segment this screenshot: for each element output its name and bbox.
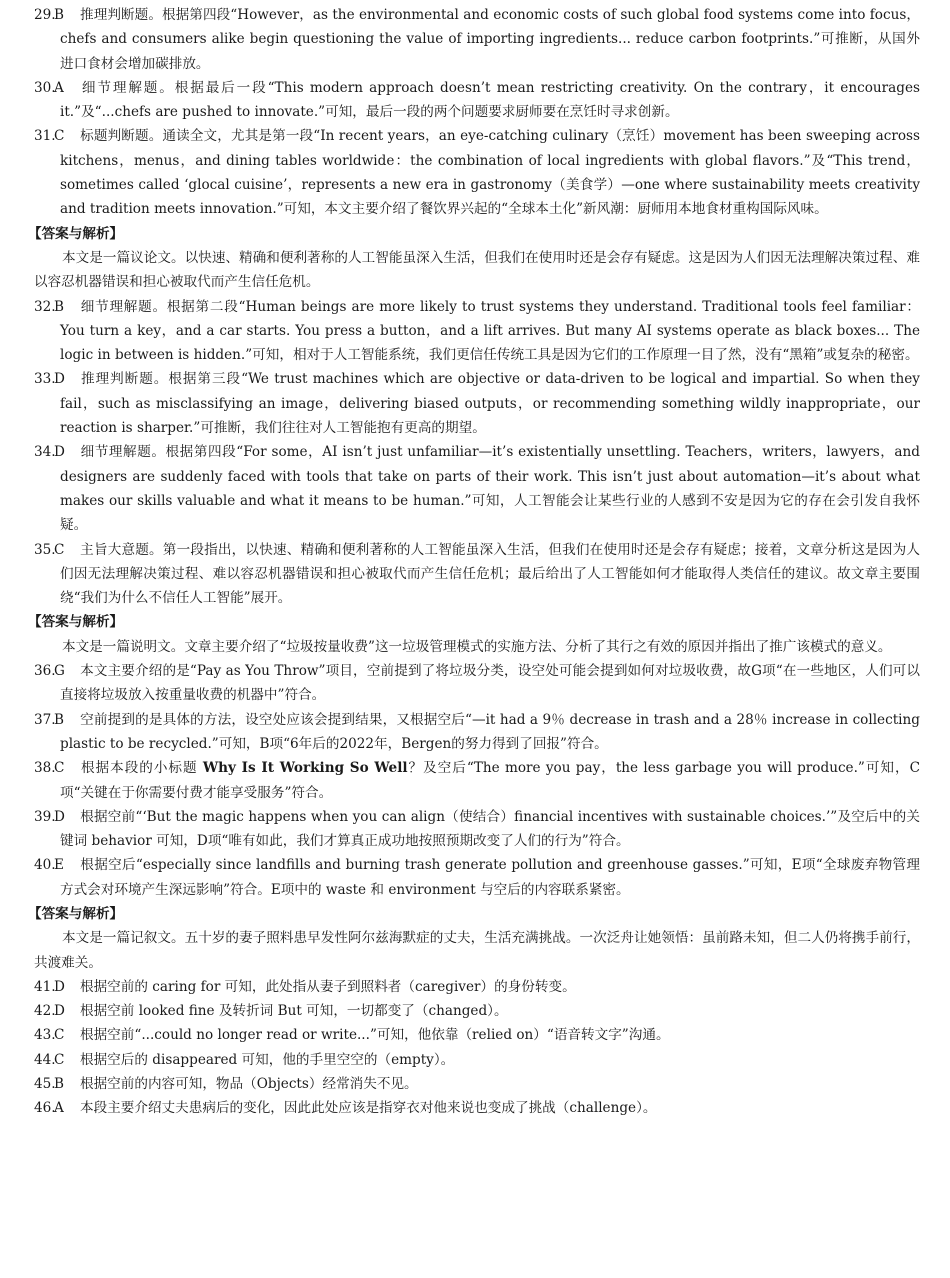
question-number: 43.: [34, 1027, 56, 1044]
answer-item-31: [34, 124, 920, 221]
explanation-text: 根据空前的 caring for 可知，此处指从妻子到照料者（caregiver）的身份转变。: [80, 978, 576, 995]
answer-item-43: [34, 1023, 920, 1047]
question-number: 37.: [34, 711, 56, 728]
answer-letter: A: [54, 79, 64, 96]
explanation-text: 细节理解题。根据第四段“For some，AI isn’t just unfamiliar—it’s existentially unsettling. Teachers，writers，lawyers，and designers are suddenly faced with tools that take on parts of their work. This isn’t just about automation—it’s about what makes our skills valuable and what it means to be human.”可知，人工智能会让某些行业的人感到不安是因为它的存在会引发自我怀疑。: [60, 444, 920, 534]
question-number: 32.: [34, 298, 56, 315]
question-number: 42.: [34, 1003, 56, 1020]
answer-item-30: [34, 76, 920, 125]
explanation-text: 推理判断题。根据第三段“We trust machines which are objective or data-driven to be logical and impartial. So when they fail，such as misclassifying an image，delivering biased outputs，or recommending something wildly inappropriate，our reaction is sharper.”可推断，我们往往对人工智能抱有更高的期望。: [60, 371, 920, 437]
answer-letter: B: [54, 298, 64, 315]
answer-letter: D: [54, 1003, 65, 1020]
answer-item-42: [34, 999, 920, 1023]
explanation-text-before: 根据本段的小标题: [80, 760, 203, 777]
question-number: 31.: [34, 128, 56, 145]
answer-item-41: [34, 975, 920, 999]
explanation-text: 根据空后的 disappeared 可知，他的手里空空的（empty）。: [80, 1051, 455, 1068]
answer-letter: C: [54, 1027, 65, 1044]
explanation-text: 根据空前的内容可知，物品（Objects）经常消失不见。: [80, 1076, 418, 1093]
answer-item-46: [34, 1096, 920, 1120]
answer-letter: D: [54, 371, 65, 388]
explanation-text-after: ？及空后“The more you pay，the less garbage you will produce.”可知，C项“关键在于你需要付费才能享受服务”符合。: [60, 760, 920, 801]
explanation-text: 根据空前“‘But the magic happens when you can align（使结合）financial incentives with sustainable choices.’”及空后中的关键词 behavior 可知，D项“唯有如此，我们才算真正成功地按照预期改变了人们的行为”符合。: [60, 808, 920, 850]
explanation-text: 根据空前 looked fine 及转折词 But 可知，一切都变了（changed）。: [80, 1003, 508, 1020]
answer-letter: E: [54, 857, 64, 874]
question-number: 35.: [34, 541, 56, 558]
answer-letter: C: [54, 541, 65, 558]
answer-letter: B: [54, 711, 64, 728]
question-number: 29.: [34, 7, 56, 23]
section-heading-b: 【答案与解析】: [28, 225, 124, 242]
answer-letter: C: [54, 128, 65, 145]
question-number: 44.: [34, 1051, 56, 1068]
answer-item-37: [34, 708, 920, 757]
question-number: 33.: [34, 371, 56, 388]
question-number: 41.: [34, 978, 56, 995]
question-number: 30.: [34, 79, 56, 96]
answer-item-36: [34, 659, 920, 708]
answer-letter: A: [54, 1100, 64, 1117]
explanation-text: 根据空后“especially since landfills and burning trash generate pollution and greenhouse gasses.”可知，E项“全球废弃物管理方式会对环境产生深远影响”符合。E项中的 waste 和 environment 与空后的内容联系紧密。: [60, 857, 920, 898]
question-number: 46.: [34, 1100, 56, 1117]
answer-item-38: [34, 756, 920, 805]
answer-letter: B: [54, 1076, 64, 1093]
passage-summary-c: 本文是一篇说明文。文章主要介绍了“垃圾按量收费”这一垃圾管理模式的实施方法、分析了其行之有效的原因并指出了推广该模式的意义。: [62, 638, 892, 655]
subheading-quote: Why Is It Working So Well: [202, 760, 408, 777]
answer-letter: D: [54, 444, 65, 461]
section-heading-c: 【答案与解析】: [28, 614, 124, 631]
answer-item-35: [34, 538, 920, 611]
explanation-text: 本文主要介绍的是“Pay as You Throw”项目，空前提到了将垃圾分类，设空处可能会提到如何对垃圾收费，故G项“在一些地区，人们可以直接将垃圾放入按重量收费的机器中”符合。: [60, 663, 920, 704]
passage-summary-d: 本文是一篇记叙文。五十岁的妻子照料患早发性阿尔兹海默症的丈夫，生活充满挑战。一次泛舟让她领悟：虽前路未知，但二人仍将携手前行，共渡难关。: [34, 930, 920, 971]
explanation-text: 主旨大意题。第一段指出，以快速、精确和便利著称的人工智能虽深入生活，但我们在使用时还是会存有疑虑；接着，文章分析这是因为人们因无法理解决策过程、难以容忍机器错误和担心被取代而产生信任危机；最后给出了人工智能如何才能取得人类信任的建议。故文章主要围绕“我们为什么不信任人工智能”展开。: [60, 541, 920, 607]
question-number: 40.: [34, 857, 56, 874]
explanation-text: 标题判断题。通读全文，尤其是第一段“In recent years，an eye-catching culinary（烹饪）movement has been sweeping across kitchens，menus，and dining tables worldwide：the combination of local ingredients with global flavors.”及“This trend，sometimes called ‘glocal cuisine’，represents a new era in gastronomy（美食学）—one where sustainability meets creativity and tradition meets innovation.”可知，本文主要介绍了餐饮界兴起的“全球本土化”新风潮：厨师用本地食材重构国际风味。: [60, 128, 920, 218]
answer-letter: B: [54, 7, 64, 23]
answer-letter: G: [54, 663, 65, 680]
passage-summary-b: 本文是一篇议论文。以快速、精确和便利著称的人工智能虽深入生活，但我们在使用时还是会存有疑虑。这是因为人们因无法理解决策过程、难以容忍机器错误和担心被取代而产生信任危机。: [34, 249, 920, 291]
explanation-text: 细节理解题。根据第二段“Human beings are more likely to trust systems they understand. Traditional tools feel familiar：You turn a key，and a car starts. You press a button，and a lift arrives. But many AI systems operate as black boxes... The logic in between is hidden.”可知，相对于人工智能系统，我们更信任传统工具是因为它们的工作原理一目了然，没有“黑箱”或复杂的秘密。: [60, 298, 920, 364]
answer-item-39: [34, 805, 920, 854]
explanation-text: 推理判断题。根据第四段“However，as the environmental and economic costs of such global food systems come into focus，chefs and consumers alike begin questioning the value of importing ingredients... reduce carbon footprints.”可推断，从国外进口食材会增加碳排放。: [60, 7, 920, 72]
answer-letter: D: [54, 978, 65, 995]
question-number: 39.: [34, 808, 56, 825]
answer-item-29: [34, 3, 920, 76]
explanation-text: 根据空前“...could no longer read or write...”可知，他依靠（relied on）“语音转文字”沟通。: [80, 1027, 670, 1044]
question-number: 38.: [34, 760, 56, 777]
answer-item-45: [34, 1072, 920, 1096]
answer-item-33: [34, 367, 920, 440]
answer-letter: D: [54, 808, 65, 825]
answer-item-44: [34, 1048, 920, 1072]
explanation-text: 空前提到的是具体的方法，设空处应该会提到结果，又根据空后“—it had a 9％ decrease in trash and a 28％ increase in collecting plastic to be recycled.”可知，B项“6年后的2022年，Bergen的努力得到了回报”符合。: [60, 711, 920, 752]
answer-item-34: [34, 440, 920, 537]
question-number: 36.: [34, 663, 56, 680]
question-number: 34.: [34, 444, 56, 461]
answer-item-32: [34, 295, 920, 368]
explanation-text: 细节理解题。根据最后一段“This modern approach doesn’t mean restricting creativity. On the contrary，it encourages it.”及“...chefs are pushed to innovate.”可知，最后一段的两个问题要求厨师要在烹饪时寻求创新。: [60, 79, 920, 121]
answer-item-40: [34, 853, 920, 902]
answer-letter: C: [54, 1051, 65, 1068]
answer-letter: C: [54, 760, 65, 777]
explanation-text: 本段主要介绍丈夫患病后的变化，因此此处应该是指穿衣对他来说也变成了挑战（challenge）。: [80, 1100, 657, 1117]
question-number: 45.: [34, 1076, 56, 1093]
section-heading-d: 【答案与解析】: [28, 905, 124, 922]
